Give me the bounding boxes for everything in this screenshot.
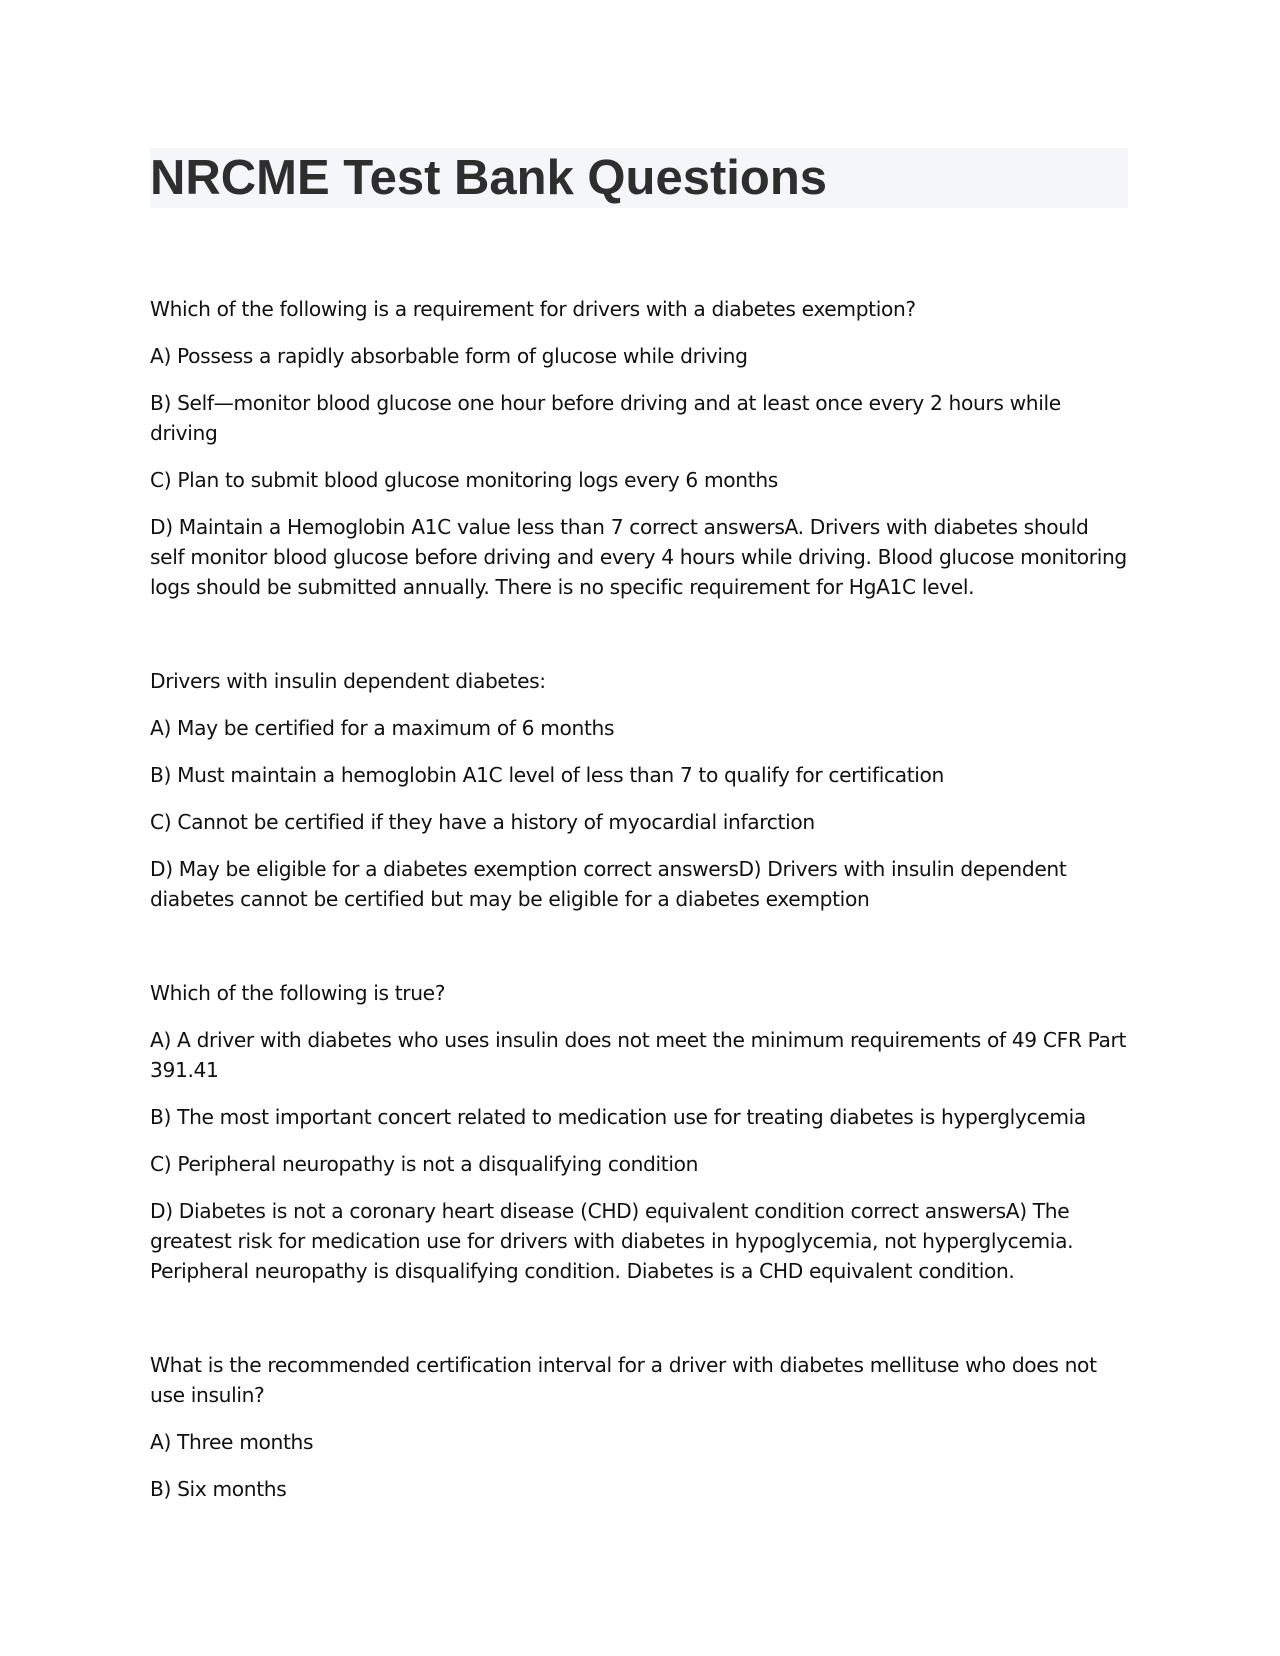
- question-text: What is the recommended certification interval for a driver with diabetes mellituse who does not use insulin?: [150, 1353, 1097, 1407]
- title-bar: [150, 148, 1128, 208]
- answer-option-a: A) Three months: [150, 1430, 314, 1454]
- answer-option-a: A) May be certified for a maximum of 6 months: [150, 716, 615, 740]
- answer-option-d: D) Diabetes is not a coronary heart disease (CHD) equivalent condition correct answersA) The greatest risk for medication use for drivers with diabetes in hypoglycemia, not hyperglycemia. Peripheral neuropathy is disqualifying condition. Diabetes is a CHD equivalent condition.: [150, 1199, 1074, 1283]
- document-page: [150, 148, 1128, 1568]
- answer-option-c: C) Cannot be certified if they have a history of myocardial infarction: [150, 810, 815, 834]
- answer-option-d: D) Maintain a Hemoglobin A1C value less than 7 correct answersA. Drivers with diabetes should self monitor blood glucose before driving and every 4 hours while driving. Blood glucose monitoring logs should be submitted annually. There is no specific requirement for HgA1C level.: [150, 515, 1127, 599]
- answer-option-c: C) Peripheral neuropathy is not a disqualifying condition: [150, 1152, 699, 1176]
- question-text: Which of the following is a requirement for drivers with a diabetes exemption?: [150, 297, 916, 321]
- question-text: Drivers with insulin dependent diabetes:: [150, 669, 546, 693]
- question-block-2: [150, 666, 1128, 914]
- answer-option-b: B) Must maintain a hemoglobin A1C level of less than 7 to qualify for certification: [150, 763, 944, 787]
- answer-option-d: D) May be eligible for a diabetes exemption correct answersD) Drivers with insulin dependent diabetes cannot be certified but may be eligible for a diabetes exemption: [150, 857, 1067, 911]
- page-title: NRCME Test Bank Questions: [150, 151, 828, 205]
- answer-option-b: B) Six months: [150, 1477, 287, 1501]
- question-block-3: [150, 978, 1128, 1286]
- answer-option-c: C) Plan to submit blood glucose monitoring logs every 6 months: [150, 468, 778, 492]
- answer-option-b: B) Self—monitor blood glucose one hour before driving and at least once every 2 hours while driving: [150, 391, 1061, 445]
- question-list: [150, 294, 1128, 1504]
- answer-option-a: A) A driver with diabetes who uses insulin does not meet the minimum requirements of 49 CFR Part 391.41: [150, 1028, 1127, 1082]
- answer-option-a: A) Possess a rapidly absorbable form of glucose while driving: [150, 344, 748, 368]
- answer-option-b: B) The most important concert related to medication use for treating diabetes is hyperglycemia: [150, 1105, 1086, 1129]
- question-block-1: [150, 294, 1128, 602]
- question-block-4: [150, 1350, 1128, 1504]
- question-text: Which of the following is true?: [150, 981, 446, 1005]
